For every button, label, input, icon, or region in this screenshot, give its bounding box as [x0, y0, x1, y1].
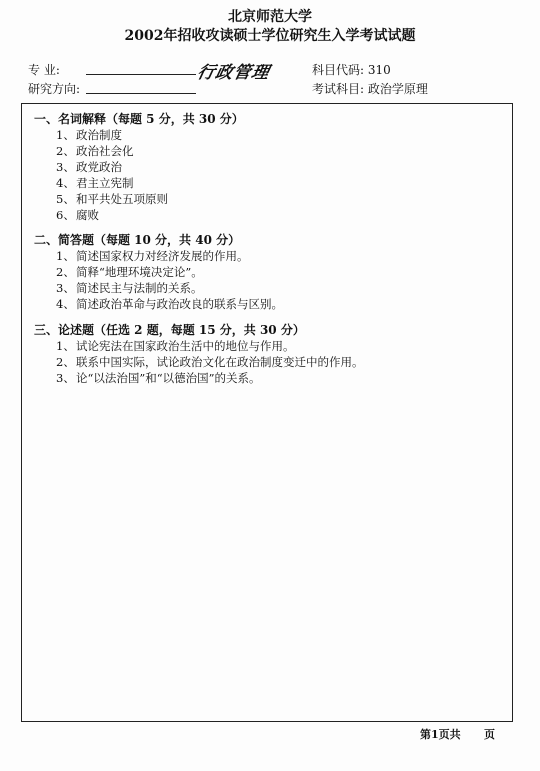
- page-number-label: 第1页共: [420, 728, 461, 741]
- code-value: 310: [367, 63, 391, 77]
- exam-subject: [312, 80, 428, 97]
- subject-label: 考试科目:: [312, 82, 365, 96]
- major-underline: [86, 74, 196, 75]
- university-title: 北京师范大学: [228, 9, 312, 25]
- list-item: 1、简述国家权力对经济发展的作用。: [56, 249, 249, 263]
- section-heading-2: 二、简答题（每题 10 分，共 40 分）: [34, 233, 241, 247]
- direction-label: 研究方向:: [28, 82, 81, 96]
- section-heading-1: 一、名词解释（每题 5 分，共 30 分）: [34, 112, 244, 126]
- code-label: 科目代码:: [312, 63, 365, 77]
- list-item: 3、政党政治: [56, 160, 122, 174]
- exam-title: 2002年招收攻读硕士学位研究生入学考试试题: [124, 28, 416, 44]
- list-item: 2、联系中国实际，试论政治文化在政治制度变迁中的作用。: [56, 355, 364, 369]
- list-item: 2、简释“地理环境决定论”。: [56, 265, 203, 279]
- list-item: 2、政治社会化: [56, 144, 134, 158]
- list-item: 6、腐败: [56, 208, 99, 222]
- list-item: 3、论“以法治国”和“以德治国”的关系。: [56, 371, 261, 385]
- subject-value: 政治学原理: [367, 82, 428, 96]
- major-handwritten: 行政管理: [195, 63, 272, 83]
- list-item: 1、试论宪法在国家政治生活中的地位与作用。: [56, 339, 295, 353]
- list-item: 3、简述民主与法制的关系。: [56, 281, 203, 295]
- list-item: 1、政治制度: [56, 128, 122, 142]
- list-item: 5、和平共处五项原则: [56, 192, 168, 206]
- page-number-suffix: 页: [484, 728, 495, 741]
- subject-code: [312, 61, 391, 78]
- list-item: 4、君主立宪制: [56, 176, 134, 190]
- section-heading-3: 三、论述题（任选 2 题，每题 15 分，共 30 分）: [34, 323, 305, 337]
- major-label: 专 业:: [28, 63, 60, 77]
- list-item: 4、简述政治革命与政治改良的联系与区别。: [56, 297, 283, 311]
- direction-underline: [86, 93, 196, 94]
